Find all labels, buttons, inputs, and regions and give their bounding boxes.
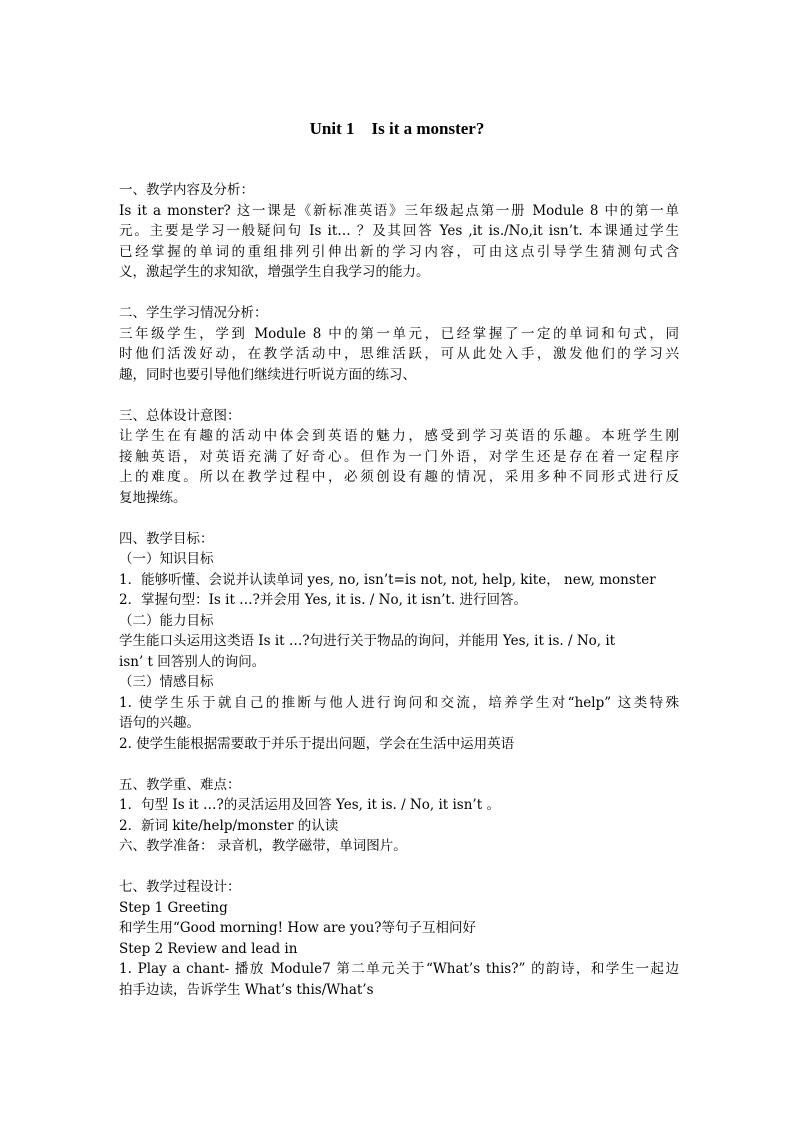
text-line: 语句的兴趣。 (119, 715, 200, 731)
text-line: 趣，同时也要引导他们继续进行听说方面的练习、 (119, 366, 416, 383)
blank-line (119, 283, 679, 304)
text-line: 学生能口头运用这类语 Is it …?句进行关于物品的询问，并能用 Yes, it is. / No, it (119, 633, 616, 649)
text-line: 和学生用“Good morning! How are you?等句子互相问好 (119, 920, 477, 936)
blank-line (119, 857, 679, 878)
text-line: 已经掌握的单词的重组排列引伸出新的学习内容，可由这点引导学生猜测句式含 (119, 243, 679, 260)
text-line: 1. Play a chant- 播放 Module7 第二单元关于“What’s this?” 的韵诗，和学生一起边 (119, 961, 679, 977)
text-line: 2. 使学生能根据需要敢于并乐于提出问题，学会在生活中运用英语 (119, 735, 515, 752)
text-line: 三、总体设计意图： (119, 407, 241, 424)
text-line: Step 1 Greeting (119, 899, 228, 916)
text-line: （三）情感目标 (119, 674, 214, 690)
text-line: Is it a monster? 这一课是《新标准英语》三年级起点第一册 Module 8 中的第一单 (119, 202, 679, 219)
document-body (119, 180, 679, 1000)
text-line: 接触英语，对英语充满了好奇心。但作为一门外语，对学生还是存在着一定程序 (119, 448, 679, 465)
text-line: 一、教学内容及分析： (119, 182, 254, 198)
text-line: 1．句型 Is it …?的灵活运用及回答 Yes, it is. / No, it isn’t 。 (119, 797, 500, 813)
text-line: （二）能力目标 (119, 612, 214, 629)
text-line: 让学生在有趣的活动中体会到英语的魅力，感受到学习英语的乐趣。本班学生刚 (119, 428, 679, 444)
text-line: 拍手边读，告诉学生 What’s this/What’s (119, 981, 374, 998)
text-line: 复地操练。 (119, 489, 187, 506)
blank-line (119, 385, 679, 406)
text-line: 2．掌握句型：Is it …?并会用 Yes, it is. / No, it isn’t. 进行回答。 (119, 592, 527, 608)
text-line: 1. 使学生乐于就自己的推断与他人进行询问和交流，培养学生对“help” 这类特殊 (119, 694, 679, 711)
text-line: 时他们活泼好动，在教学活动中，思维活跃，可从此处入手，激发他们的学习兴 (119, 346, 679, 362)
text-line: 五、教学重、难点： (119, 776, 241, 793)
text-line: （一）知识目标 (119, 551, 214, 567)
text-line: isn’ t 回答别人的询问。 (119, 653, 266, 670)
blank-line (119, 754, 679, 775)
text-line: 元。主要是学习一般疑问句 Is it… ？及其回答 Yes ,it is./No,it isn’t. 本课通过学生 (119, 223, 679, 239)
text-line: Step 2 Review and lead in (119, 940, 298, 957)
text-line: 七、教学过程设计： (119, 879, 241, 895)
text-line: 2．新词 kite/help/monster 的认读 (119, 817, 339, 834)
blank-line (119, 508, 679, 529)
document-title: Unit 1 Is it a monster? (309, 119, 485, 138)
text-line: 1．能够听懂、会说并认读单词 yes, no, isn’t=is not, not, help, kite， new, monster (119, 571, 656, 588)
text-line: 二、学生学习情况分析： (119, 305, 268, 321)
text-line: 上的难度。所以在教学过程中，必须创设有趣的情况，采用多种不同形式进行反 (119, 469, 679, 485)
text-line: 义，激起学生的求知欲，增强学生自我学习的能力。 (119, 264, 430, 280)
text-line: 三年级学生，学到 Module 8 中的第一单元，已经掌握了一定的单词和句式，同 (119, 325, 679, 342)
text-line: 四、教学目标： (119, 530, 214, 547)
text-line: 六、教学准备： 录音机，教学磁带，单词图片。 (119, 838, 407, 854)
